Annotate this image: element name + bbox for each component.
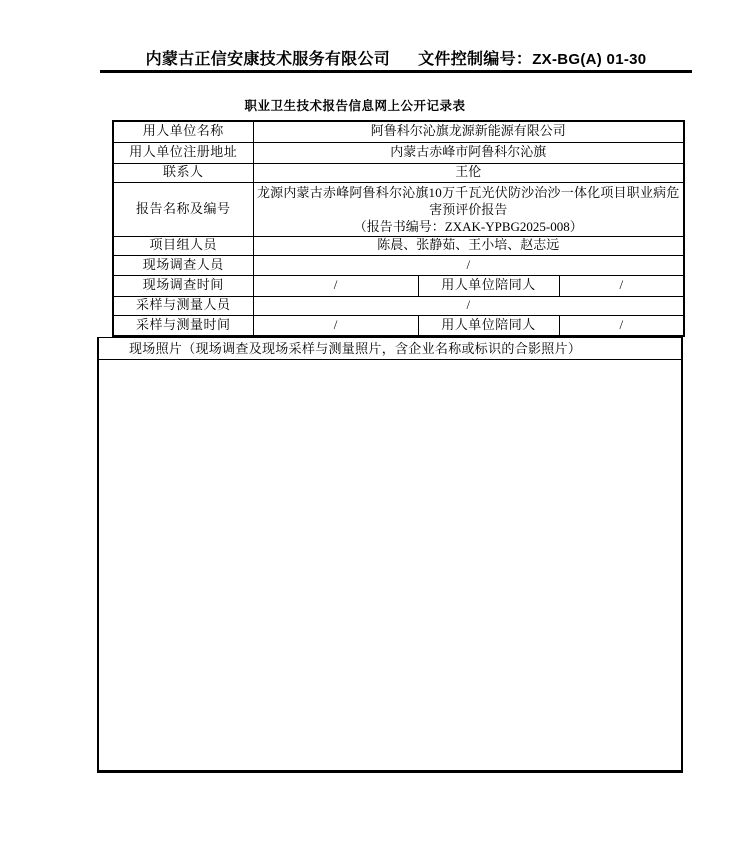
report-title-line2: 害预评价报告: [429, 201, 508, 217]
photo-area: [97, 360, 683, 773]
table-row-sampling-personnel: [113, 296, 684, 315]
row-label: 用人单位注册地址: [113, 142, 253, 163]
header-rule: [100, 70, 692, 73]
companion-label: 用人单位陪同人: [418, 275, 559, 296]
row-value: /: [253, 275, 418, 296]
table-row-project-team: [113, 236, 684, 255]
row-label: 采样与测量时间: [113, 315, 253, 336]
row-label: 用人单位名称: [113, 121, 253, 142]
doc-header: [100, 46, 692, 69]
table-row-report-name: [113, 182, 684, 236]
row-label: 采样与测量人员: [113, 296, 253, 315]
row-label: 现场调查时间: [113, 275, 253, 296]
row-value: [253, 182, 684, 236]
photo-caption: 现场照片（现场调查及现场采样与测量照片，含企业名称或标识的合影照片）: [97, 337, 683, 360]
row-value: 阿鲁科尔沁旗龙源新能源有限公司: [253, 121, 684, 142]
companion-label: 用人单位陪同人: [418, 315, 559, 336]
table-row-employer-address: [113, 142, 684, 163]
row-label: 报告名称及编号: [113, 182, 253, 236]
doc-title: 职业卫生技术报告信息网上公开记录表: [244, 99, 466, 113]
row-value: /: [253, 315, 418, 336]
row-value: /: [253, 255, 684, 275]
companion-value: /: [559, 315, 684, 336]
row-value: 陈晨、张静茹、王小培、赵志远: [253, 236, 684, 255]
table-row-employer-name: [113, 121, 684, 142]
table-row-survey-time: [113, 275, 684, 296]
record-form-table: [112, 120, 685, 337]
row-label: 现场调查人员: [113, 255, 253, 275]
control-number: ZX-BG(A) 01-30: [532, 51, 647, 68]
companion-value: /: [559, 275, 684, 296]
company-name: 内蒙古正信安康技术服务有限公司: [145, 51, 391, 68]
row-value: /: [253, 296, 684, 315]
table-row-survey-personnel: [113, 255, 684, 275]
row-value: 王伦: [253, 163, 684, 182]
control-number-label: 文件控制编号：: [418, 51, 533, 68]
report-title-line1: 龙源内蒙古赤峰阿鲁科尔沁旗10万千瓦光伏防沙治沙一体化项目职业病危: [256, 184, 680, 200]
row-label: 项目组人员: [113, 236, 253, 255]
table-row-sampling-time: [113, 315, 684, 336]
row-value: 内蒙古赤峰市阿鲁科尔沁旗: [253, 142, 684, 163]
table-row-contact: [113, 163, 684, 182]
row-label: 联系人: [113, 163, 253, 182]
report-number: （报告书编号：ZXAK-YPBG2025-008）: [353, 218, 583, 234]
